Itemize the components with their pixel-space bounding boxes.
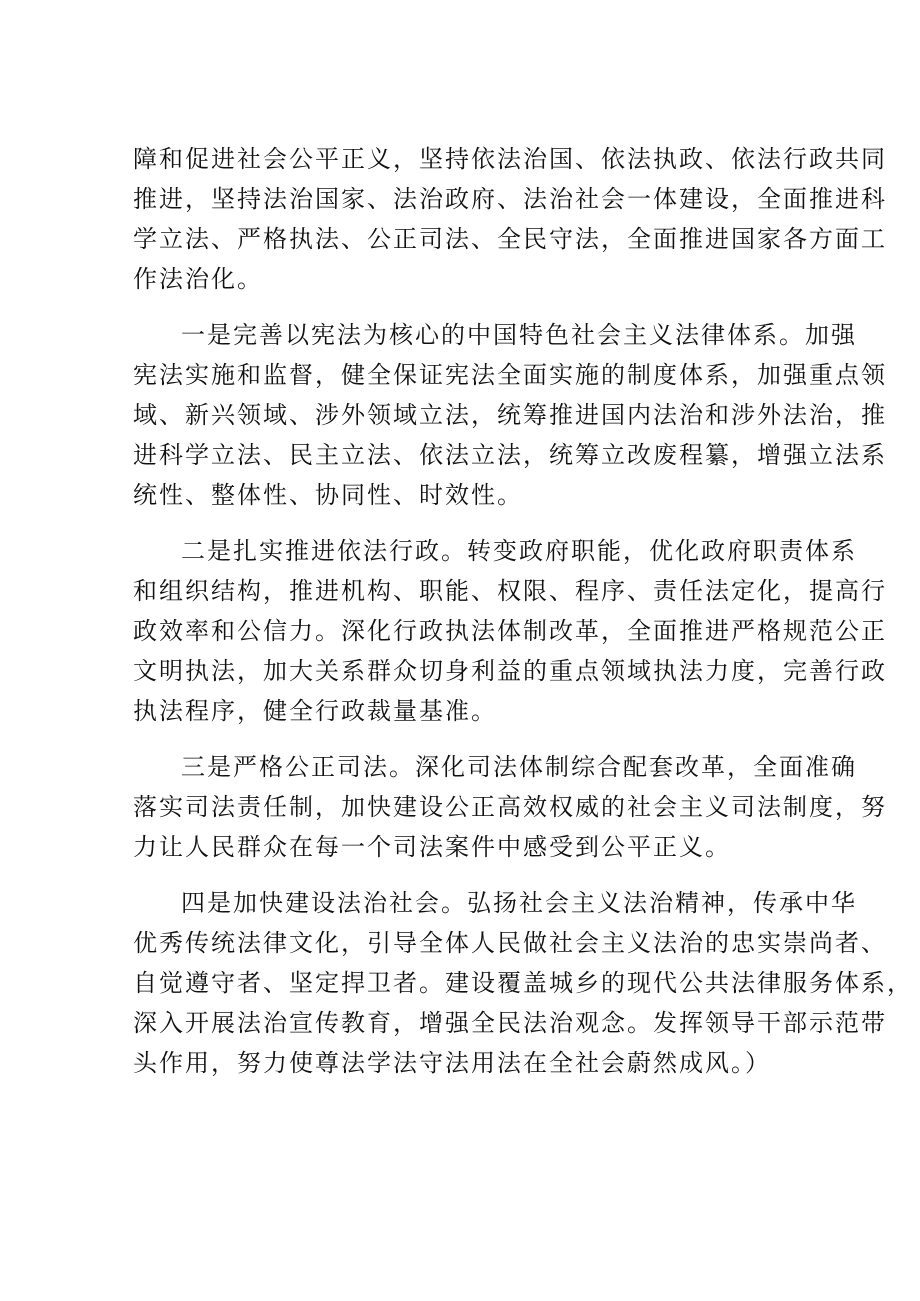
text-line: 二是扎实推进依法行政。转变政府职能，优化政府职责体系	[181, 537, 857, 565]
text-line: 一是完善以宪法为核心的中国特色社会主义法律体系。加强	[181, 321, 857, 349]
text-line: 和组织结构，推进机构、职能、权限、程序、责任法定化，提高行	[133, 577, 887, 605]
text-line: 学立法、严格执法、公正司法、全民守法，全面推进国家各方面工	[133, 225, 887, 253]
text-line: 三是严格公正司法。深化司法体制综合配套改革，全面准确	[181, 753, 857, 781]
paragraph-point-3	[133, 747, 887, 867]
text-line: 统性、整体性、协同性、时效性。	[133, 481, 523, 509]
paragraph-intro	[133, 139, 887, 299]
text-line: 障和促进社会公平正义，坚持依法治国、依法执政、依法行政共同	[133, 145, 887, 173]
text-line: 作法治化。	[133, 265, 263, 293]
text-line: 头作用，努力使尊法学法守法用法在全社会蔚然成风。）	[133, 1049, 771, 1077]
text-line: 推进，坚持法治国家、法治政府、法治社会一体建设，全面推进科	[133, 185, 887, 213]
paragraph-point-2	[133, 531, 887, 731]
document-body	[133, 139, 913, 1099]
text-line: 宪法实施和监督，健全保证宪法全面实施的制度体系，加强重点领	[133, 361, 887, 389]
text-line: 四是加快建设法治社会。弘扬社会主义法治精神，传承中华	[181, 889, 857, 917]
text-line: 落实司法责任制，加快建设公正高效权威的社会主义司法制度，努	[133, 793, 887, 821]
text-line: 进科学立法、民主立法、依法立法，统筹立改废程纂，增强立法系	[133, 441, 887, 469]
text-line: 深入开展法治宣传教育，增强全民法治观念。发挥领导干部示范带	[133, 1009, 887, 1037]
text-line: 域、新兴领域、涉外领域立法，统筹推进国内法治和涉外法治，推	[133, 401, 887, 429]
text-line: 优秀传统法律文化，引导全体人民做社会主义法治的忠实崇尚者、	[133, 929, 887, 957]
text-line: 力让人民群众在每一个司法案件中感受到公平正义。	[133, 833, 731, 861]
text-line: 文明执法，加大关系群众切身利益的重点领域执法力度，完善行政	[133, 657, 887, 685]
text-line: 政效率和公信力。深化行政执法体制改革，全面推进严格规范公正	[133, 617, 887, 645]
paragraph-point-4	[133, 883, 913, 1083]
paragraph-point-1	[133, 315, 887, 515]
text-line: 自觉遵守者、坚定捍卫者。建设覆盖城乡的现代公共法律服务体系，	[133, 969, 913, 997]
text-line: 执法程序，健全行政裁量基准。	[133, 697, 497, 725]
